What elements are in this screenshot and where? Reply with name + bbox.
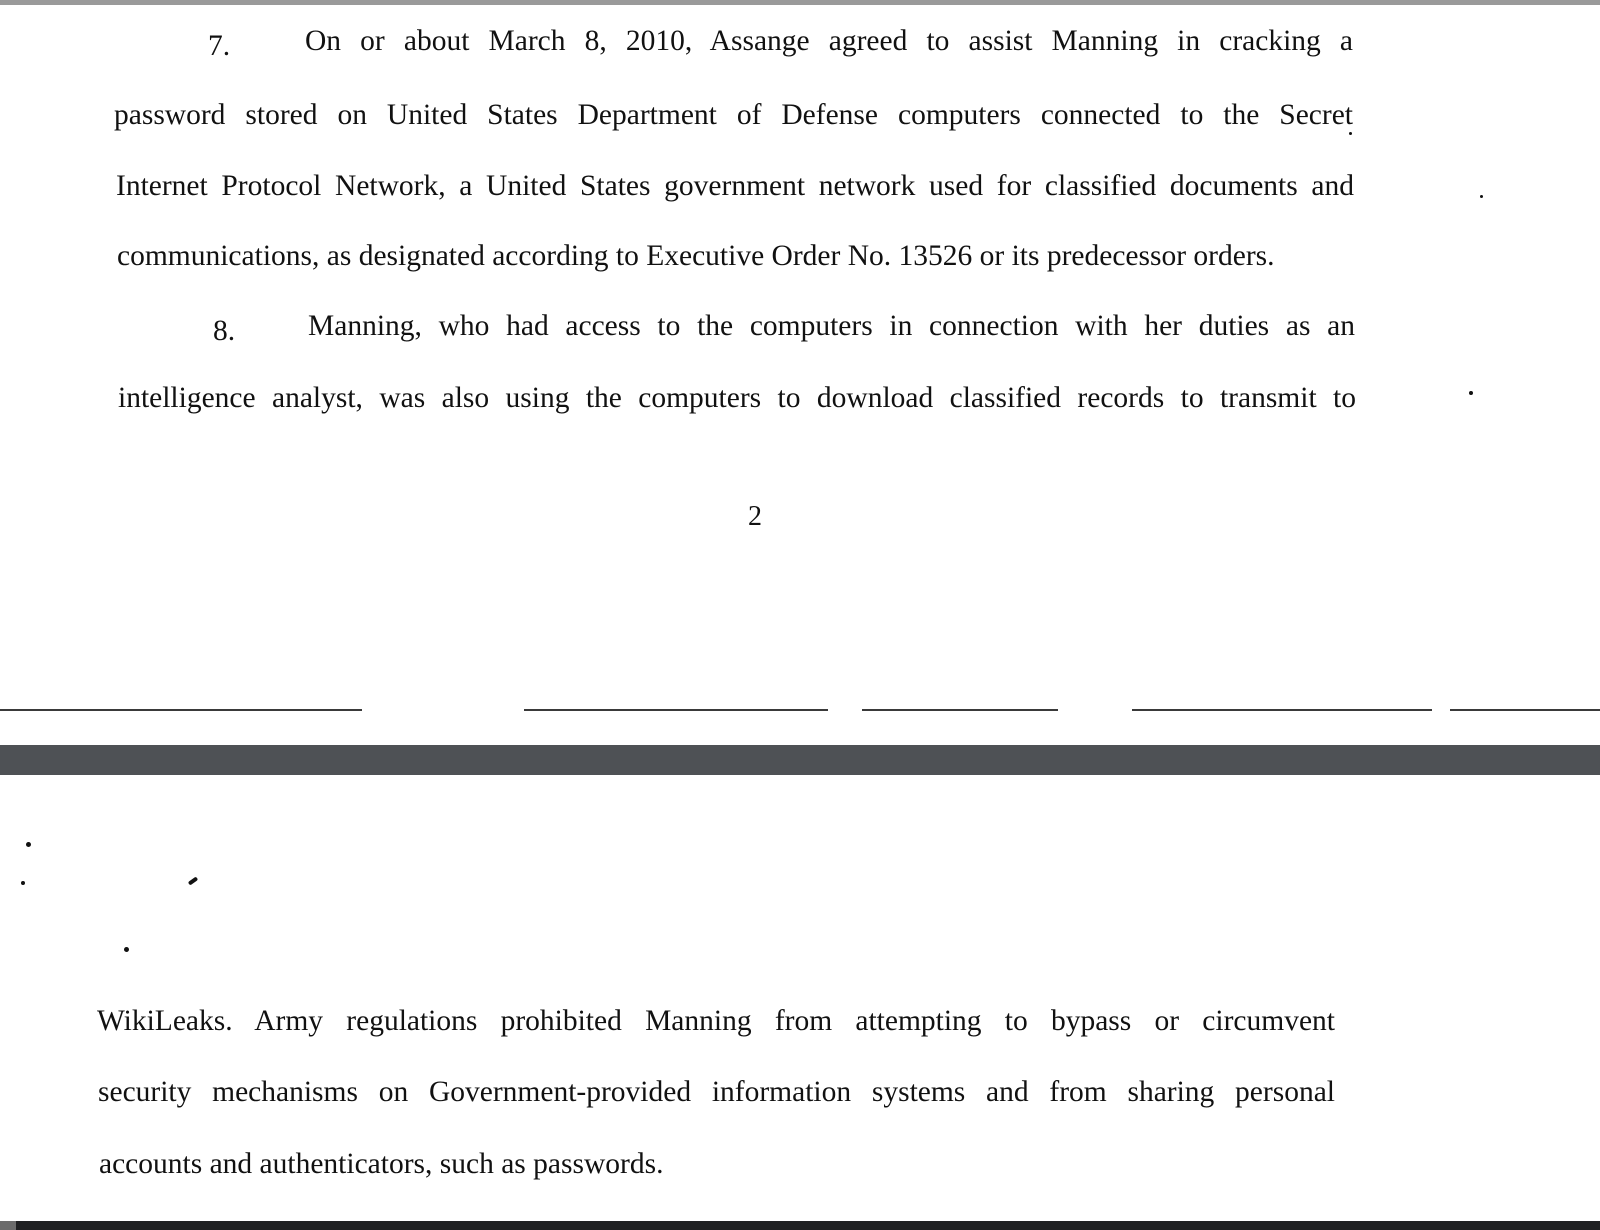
scan-speck <box>1480 195 1483 198</box>
scan-speck <box>124 947 129 952</box>
scan-speck <box>1349 132 1352 135</box>
footer-rule <box>1450 709 1600 711</box>
continuation-line-1: WikiLeaks. Army regulations prohibited Manning from attempting to bypass or circumvent <box>97 1005 1335 1037</box>
footer-rule <box>524 709 828 711</box>
scan-speck <box>21 881 25 885</box>
scan-speck <box>188 876 198 885</box>
viewer-bottom-bar-corner <box>0 1221 16 1230</box>
viewer-bottom-bar <box>0 1221 1600 1230</box>
paragraph-7-number: 7. <box>208 30 231 62</box>
paragraph-7-line-1: On or about March 8, 2010, Assange agreed to assist Manning in cracking a <box>305 25 1353 57</box>
page-separator <box>0 745 1600 775</box>
document-page-3 <box>0 775 1600 1221</box>
scan-speck <box>1469 391 1473 395</box>
paragraph-8-line-1: Manning, who had access to the computers in connection with her duties as an <box>308 310 1355 342</box>
paragraph-7-line-3: Internet Protocol Network, a United States government network used for classified documents and <box>116 170 1354 202</box>
continuation-line-2: security mechanisms on Government-provided information systems and from sharing personal <box>98 1076 1335 1108</box>
paragraph-8-number: 8. <box>213 315 236 347</box>
footer-rule <box>862 709 1058 711</box>
paragraph-7-line-4: communications, as designated according to Executive Order No. 13526 or its predecessor orders. <box>117 240 1275 272</box>
footer-rule <box>1132 709 1432 711</box>
continuation-line-3: accounts and authenticators, such as passwords. <box>99 1148 664 1180</box>
document-page-2 <box>0 5 1600 745</box>
paragraph-8-line-2: intelligence analyst, was also using the computers to download classified records to transmit to <box>118 382 1356 414</box>
footer-rule <box>0 709 362 711</box>
page-number: 2 <box>748 501 762 532</box>
scan-speck <box>26 842 31 847</box>
paragraph-7-line-2: password stored on United States Department of Defense computers connected to the Secret <box>114 99 1353 131</box>
